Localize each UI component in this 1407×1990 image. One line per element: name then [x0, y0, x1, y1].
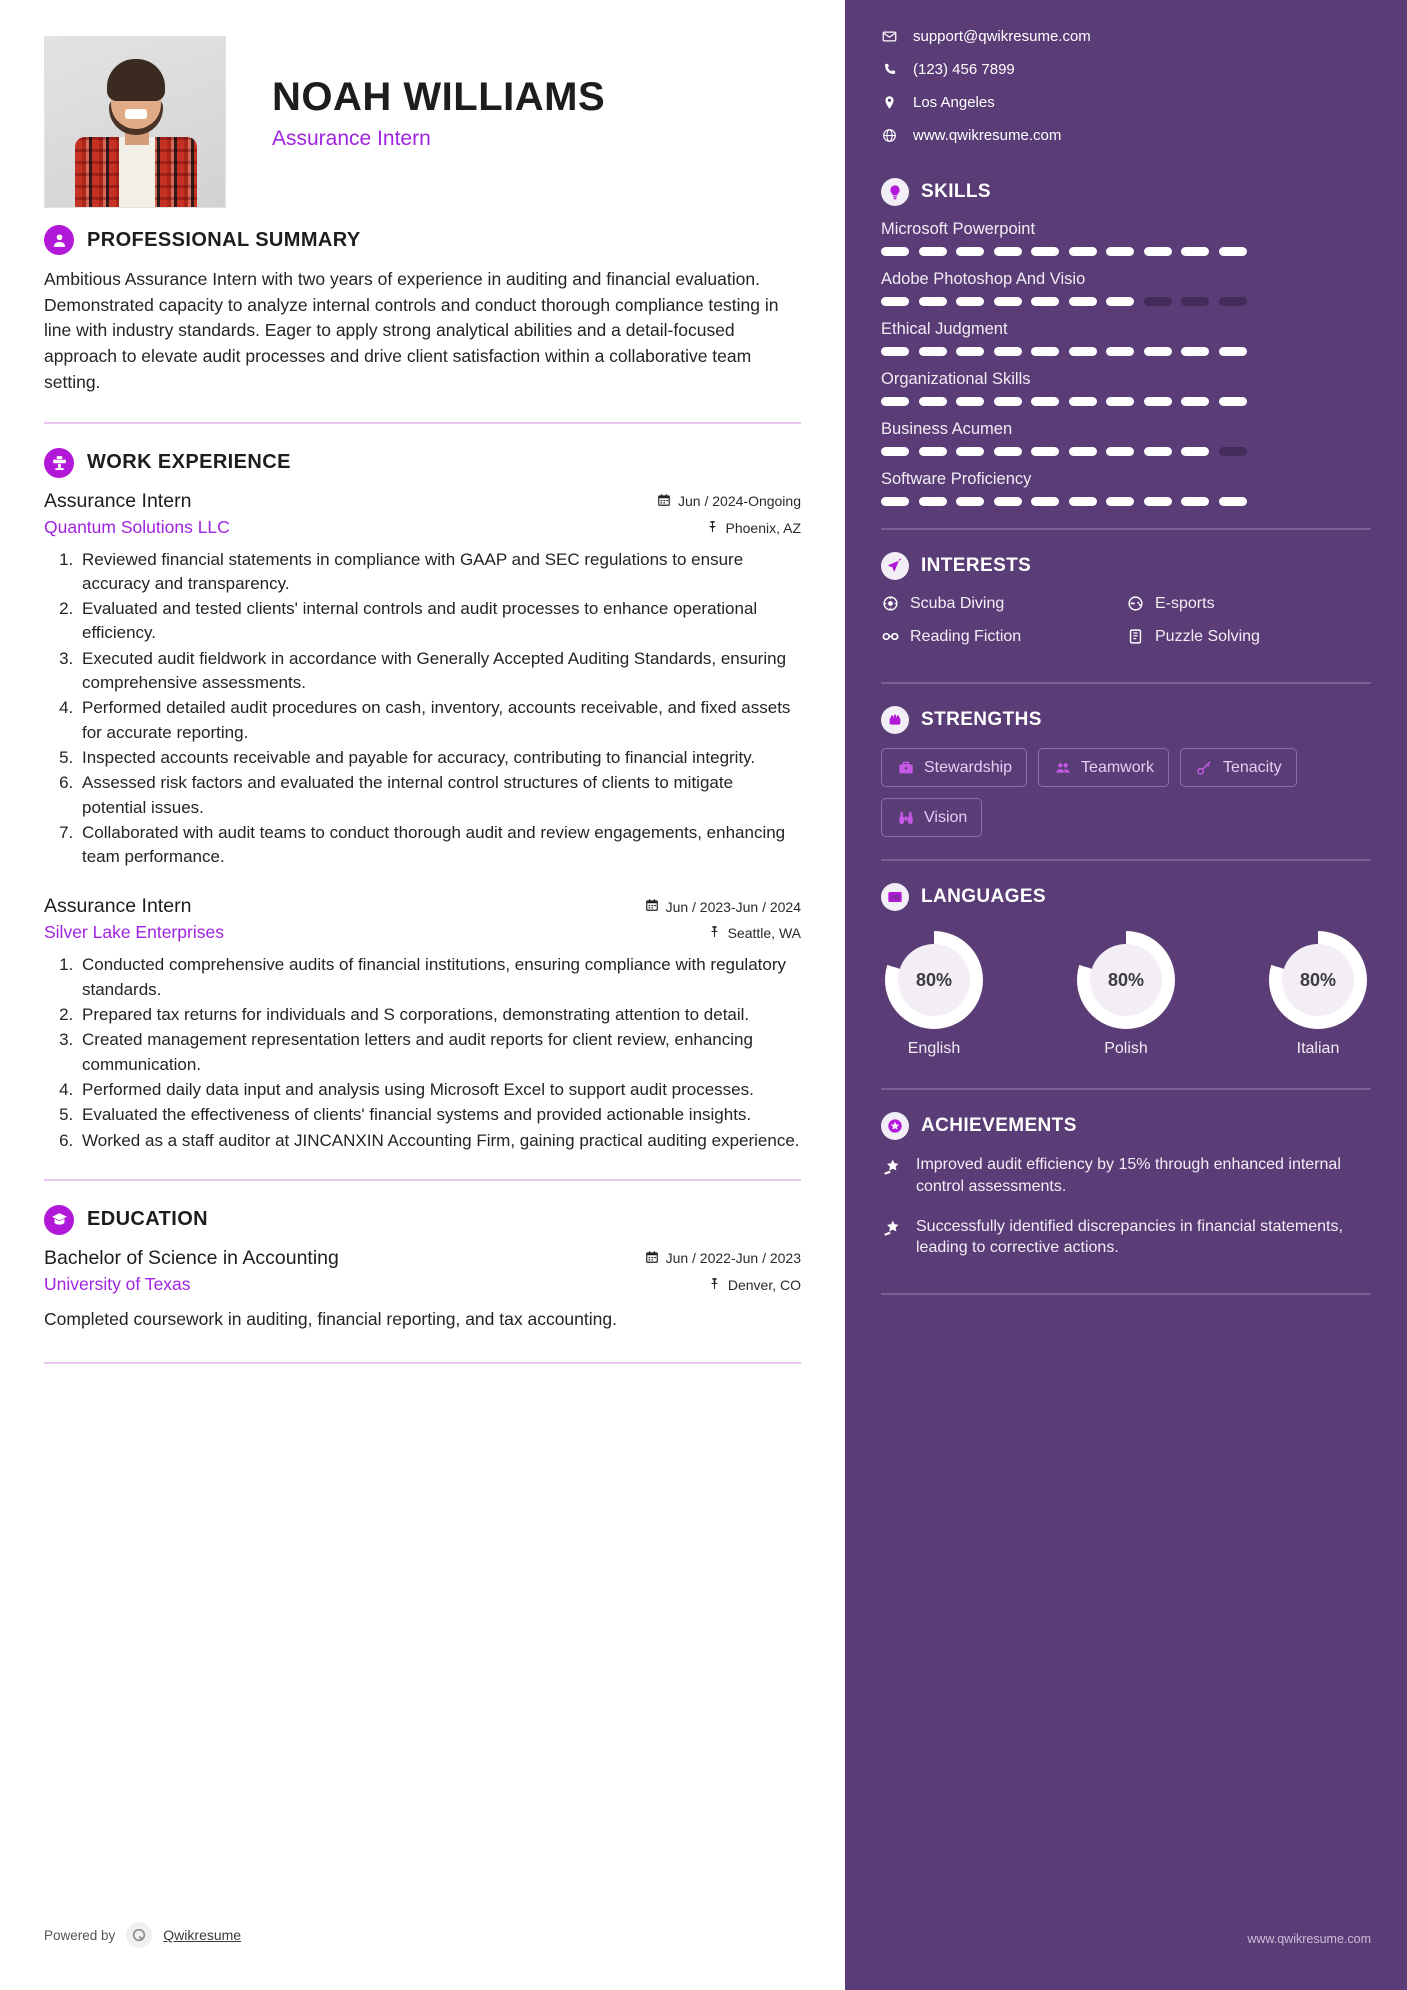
ring-inner: [1090, 944, 1162, 1016]
bullet-item: 5. Evaluated the effectiveness of clients' financial systems and provided actionable insights.: [78, 1103, 801, 1127]
skill-dot: [881, 297, 909, 306]
section-title: PROFESSIONAL SUMMARY: [87, 228, 361, 251]
job-title: Assurance Intern: [44, 489, 192, 512]
section-title: WORK EXPERIENCE: [87, 451, 291, 474]
candidate-role: Assurance Intern: [272, 127, 431, 150]
divider: [881, 1088, 1371, 1090]
skill-dot: [1031, 397, 1059, 406]
language-label: Polish: [1104, 1040, 1148, 1057]
skill-dot: [919, 397, 947, 406]
interest-item: Reading Fiction: [881, 627, 1126, 646]
powered-by-label: Powered by: [44, 1927, 116, 1943]
interest-item: Scuba Diving: [881, 594, 1126, 613]
skill-dot: [1219, 247, 1247, 256]
language-badge-icon: [881, 883, 909, 911]
divider: [881, 682, 1371, 684]
divider: [881, 859, 1371, 861]
skill-dot: [1069, 297, 1097, 306]
section-title: SKILLS: [921, 181, 991, 202]
skill-dot: [1031, 497, 1059, 506]
language-value: 80%: [915, 969, 953, 990]
skill-rating: [881, 497, 1371, 506]
section-title: INTERESTS: [921, 555, 1032, 576]
skill-dot: [1106, 397, 1134, 406]
bullet-item: 3. Executed audit fieldwork in accordance with Generally Accepted Auditing Standards, ensuring comprehensive assessments.: [78, 647, 801, 696]
skills-list: [881, 220, 1371, 506]
achievement-item: Improved audit efficiency by 15% through enhanced internal control assessments.: [881, 1154, 1371, 1198]
bullet-item: 3. Created management representation letters and audit reports for client review, enhancing communication.: [78, 1028, 801, 1077]
bullet-item: 6. Worked as a staff auditor at JINCANXIN Accounting Firm, gaining practical auditing experience.: [78, 1129, 801, 1153]
contact-email: support@qwikresume.com: [913, 28, 1091, 45]
key-icon: [1195, 758, 1214, 777]
job-bullets: [78, 953, 801, 1152]
skill-item: [881, 470, 1371, 506]
skill-dot: [1144, 497, 1172, 506]
right-sidebar: [845, 0, 1407, 1990]
name-block: [226, 36, 605, 151]
skill-dot: [1069, 447, 1097, 456]
contact-phone: (123) 456 7899: [913, 61, 1015, 78]
briefcase-icon: [44, 448, 74, 478]
contact-website: www.qwikresume.com: [913, 127, 1062, 144]
divider: [881, 528, 1371, 530]
paper-plane-icon: [881, 552, 909, 580]
pin-icon: [708, 1277, 721, 1293]
skill-dot: [1031, 347, 1059, 356]
skill-dot: [1144, 297, 1172, 306]
skill-dot: [1144, 397, 1172, 406]
bullet-item: 6. Assessed risk factors and evaluated the internal control structures of clients to mitigate potential issues.: [78, 771, 801, 820]
section-interests: [881, 552, 1371, 660]
job-company: Silver Lake Enterprises: [44, 922, 224, 943]
svg-text:AB: AB: [890, 894, 900, 902]
interest-item: E-sports: [1126, 594, 1371, 613]
education-description: Completed coursework in auditing, financial reporting, and tax accounting.: [44, 1308, 617, 1329]
section-title: STRENGTHS: [921, 709, 1042, 730]
skill-dot: [1181, 397, 1209, 406]
skill-dot: [1144, 447, 1172, 456]
job-title: Assurance Intern: [44, 895, 192, 918]
strength-chip: Stewardship: [881, 748, 1027, 787]
language-progress-ring: [1269, 931, 1367, 1029]
education-dates: Jun / 2022-Jun / 2023: [645, 1250, 801, 1267]
skill-dot: [881, 347, 909, 356]
bullet-item: 5. Inspected accounts receivable and payable for accuracy, contributing to financial integrity.: [78, 746, 801, 770]
skill-item: [881, 420, 1371, 456]
skill-dot: [994, 397, 1022, 406]
skill-dot: [1106, 297, 1134, 306]
skill-rating: [881, 347, 1371, 356]
language-progress-ring: [885, 931, 983, 1029]
contact-location-row: [881, 94, 1371, 111]
skill-dot: [1181, 447, 1209, 456]
divider: [44, 422, 801, 424]
strength-chip: Vision: [881, 798, 982, 837]
education-location: Denver, CO: [708, 1277, 801, 1293]
section-strengths: [881, 706, 1371, 837]
contact-block: [881, 28, 1371, 144]
bullet-item: 1. Conducted comprehensive audits of financial institutions, ensuring compliance with regulatory standards.: [78, 953, 801, 1002]
interests-grid: [881, 594, 1371, 660]
briefcase-icon: [896, 758, 915, 777]
section-title: ACHIEVEMENTS: [921, 1115, 1077, 1136]
calendar-icon: [645, 898, 659, 915]
summary-text: Ambitious Assurance Intern with two years of experience in auditing and financial evaluation. Demonstrated capacity to analyze internal controls and conduct thorough compliance testing in line with industry standards. Eager to apply strong analytical abilities and a detail-focused approach to elevate audit processes and drive client satisfaction within a collaborative team setting.: [44, 269, 779, 392]
skill-rating: [881, 297, 1371, 306]
skill-item: [881, 370, 1371, 406]
skill-dot: [1069, 347, 1097, 356]
skill-rating: [881, 247, 1371, 256]
section-header: [881, 883, 1371, 911]
lightbulb-icon: [881, 178, 909, 206]
globe-icon: [881, 128, 898, 143]
skill-dot: [1106, 247, 1134, 256]
star-icon: [881, 1218, 903, 1240]
skill-dot: [1181, 247, 1209, 256]
section-education: [44, 1205, 801, 1332]
candidate-name: NOAH WILLIAMS: [272, 75, 606, 119]
language-label: Italian: [1296, 1040, 1340, 1057]
skill-label: Business Acumen: [881, 420, 1013, 438]
calendar-icon: [657, 493, 671, 510]
languages-grid: [881, 925, 1371, 1058]
job-entry: [44, 490, 801, 870]
skill-dot: [881, 497, 909, 506]
contact-phone-row[interactable]: [881, 61, 1371, 78]
skill-dot: [1031, 447, 1059, 456]
skill-dot: [956, 347, 984, 356]
language-item: [1269, 931, 1367, 1058]
language-progress-ring: [1077, 931, 1175, 1029]
section-languages: [881, 883, 1371, 1058]
section-header: [44, 225, 801, 255]
job-bullets: [78, 548, 801, 870]
footer: [44, 1922, 241, 1948]
skill-dot: [994, 347, 1022, 356]
qwikresume-logo-icon: [126, 1922, 152, 1948]
skill-dot: [1219, 297, 1247, 306]
bullet-item: 7. Collaborated with audit teams to conduct thorough audit and review engagements, enhancing team performance.: [78, 821, 801, 870]
skill-dot: [881, 247, 909, 256]
skill-dot: [1181, 497, 1209, 506]
fist-icon: [881, 706, 909, 734]
pin-icon: [708, 925, 721, 941]
skill-dot: [994, 497, 1022, 506]
divider: [44, 1179, 801, 1181]
skill-dot: [1144, 347, 1172, 356]
skill-item: [881, 220, 1371, 256]
degree-title: Bachelor of Science in Accounting: [44, 1246, 339, 1269]
skill-dot: [994, 247, 1022, 256]
skill-item: [881, 320, 1371, 356]
skill-label: Microsoft Powerpoint: [881, 220, 1036, 238]
section-professional-summary: [44, 225, 801, 396]
section-skills: [881, 178, 1371, 506]
skill-dot: [994, 447, 1022, 456]
skill-dot: [881, 447, 909, 456]
skill-dot: [919, 247, 947, 256]
skill-dot: [1219, 347, 1247, 356]
job-location: Seattle, WA: [708, 925, 801, 941]
skill-dot: [956, 297, 984, 306]
graduation-cap-icon: [44, 1205, 74, 1235]
skill-dot: [919, 347, 947, 356]
bullet-item: 1. Reviewed financial statements in compliance with GAAP and SEC regulations to ensure accuracy and transparency.: [78, 548, 801, 597]
section-header: [44, 448, 801, 478]
strengths-grid: [881, 748, 1371, 837]
esports-icon: [1126, 594, 1145, 613]
section-header: [44, 1205, 801, 1235]
skill-dot: [1219, 397, 1247, 406]
section-work-experience: [44, 448, 801, 1153]
skill-dot: [1106, 497, 1134, 506]
skill-dot: [919, 497, 947, 506]
skill-dot: [956, 247, 984, 256]
skill-label: Ethical Judgment: [881, 320, 1008, 338]
contact-email-row[interactable]: [881, 28, 1371, 45]
skill-dot: [1031, 247, 1059, 256]
binoculars-icon: [896, 808, 915, 827]
section-header: [881, 552, 1371, 580]
language-value: 80%: [1299, 969, 1337, 990]
language-item: [885, 931, 983, 1058]
skill-rating: [881, 397, 1371, 406]
pin-icon: [706, 520, 719, 536]
ring-inner: [1282, 944, 1354, 1016]
school-name: University of Texas: [44, 1273, 191, 1294]
skill-dot: [881, 397, 909, 406]
contact-website-row[interactable]: [881, 127, 1371, 144]
skill-label: Organizational Skills: [881, 370, 1031, 388]
map-pin-icon: [881, 95, 898, 110]
language-value: 80%: [1107, 969, 1145, 990]
job-entry: [44, 895, 801, 1152]
section-header: [881, 706, 1371, 734]
ring-inner: [898, 944, 970, 1016]
job-location: Phoenix, AZ: [706, 520, 802, 536]
job-dates: Jun / 2023-Jun / 2024: [645, 898, 801, 915]
skill-dot: [919, 297, 947, 306]
divider: [44, 1362, 801, 1364]
skill-item: [881, 270, 1371, 306]
bullet-item: 4. Performed daily data input and analysis using Microsoft Excel to support audit processes.: [78, 1078, 801, 1102]
skill-label: Software Proficiency: [881, 470, 1032, 488]
star-icon: [881, 1156, 903, 1178]
skill-dot: [994, 297, 1022, 306]
skill-dot: [1031, 297, 1059, 306]
skill-dot: [1181, 297, 1209, 306]
skill-dot: [956, 447, 984, 456]
calendar-icon: [645, 1250, 659, 1267]
strength-chip: Teamwork: [1038, 748, 1169, 787]
section-title: LANGUAGES: [921, 886, 1046, 907]
section-achievements: [881, 1112, 1371, 1259]
skill-dot: [1181, 347, 1209, 356]
phone-icon: [881, 62, 898, 77]
language-label: English: [907, 1040, 961, 1057]
section-header: [881, 178, 1371, 206]
interest-item: Puzzle Solving: [1126, 627, 1371, 646]
bullet-item: 4. Performed detailed audit procedures on cash, inventory, accounts receivable, and fixed assets for accurate reporting.: [78, 696, 801, 745]
skill-dot: [956, 397, 984, 406]
skill-rating: [881, 447, 1371, 456]
resume-header: [44, 36, 801, 221]
achievement-item: Successfully identified discrepancies in financial statements, leading to corrective actions.: [881, 1216, 1371, 1260]
strength-chip: Tenacity: [1180, 748, 1297, 787]
skill-dot: [1219, 447, 1247, 456]
skill-dot: [1219, 497, 1247, 506]
glasses-icon: [881, 627, 900, 646]
skill-dot: [1106, 347, 1134, 356]
section-header: [881, 1112, 1371, 1140]
job-company: Quantum Solutions LLC: [44, 516, 230, 537]
section-title: EDUCATION: [87, 1208, 209, 1231]
puzzle-icon: [1126, 627, 1145, 646]
scuba-icon: [881, 594, 900, 613]
skill-dot: [1106, 447, 1134, 456]
profile-photo: [44, 36, 226, 208]
sidebar-footer-url: www.qwikresume.com: [1247, 1932, 1371, 1946]
people-icon: [1053, 758, 1072, 777]
language-item: [1077, 931, 1175, 1058]
envelope-icon: [881, 29, 898, 44]
bullet-item: 2. Evaluated and tested clients' internal controls and audit processes to enhance operational efficiency.: [78, 597, 801, 646]
user-icon: [44, 225, 74, 255]
star-badge-icon: [881, 1112, 909, 1140]
bullet-item: 2. Prepared tax returns for individuals and S corporations, demonstrating attention to detail.: [78, 1003, 801, 1027]
divider: [881, 1293, 1371, 1295]
skill-dot: [919, 447, 947, 456]
contact-location: Los Angeles: [913, 94, 995, 111]
job-dates: Jun / 2024-Ongoing: [657, 493, 801, 510]
skill-dot: [1069, 247, 1097, 256]
skill-label: Adobe Photoshop And Visio: [881, 270, 1086, 288]
skill-dot: [956, 497, 984, 506]
qwikresume-link[interactable]: Qwikresume: [163, 1927, 242, 1943]
skill-dot: [1069, 497, 1097, 506]
skill-dot: [1069, 397, 1097, 406]
skill-dot: [1144, 247, 1172, 256]
